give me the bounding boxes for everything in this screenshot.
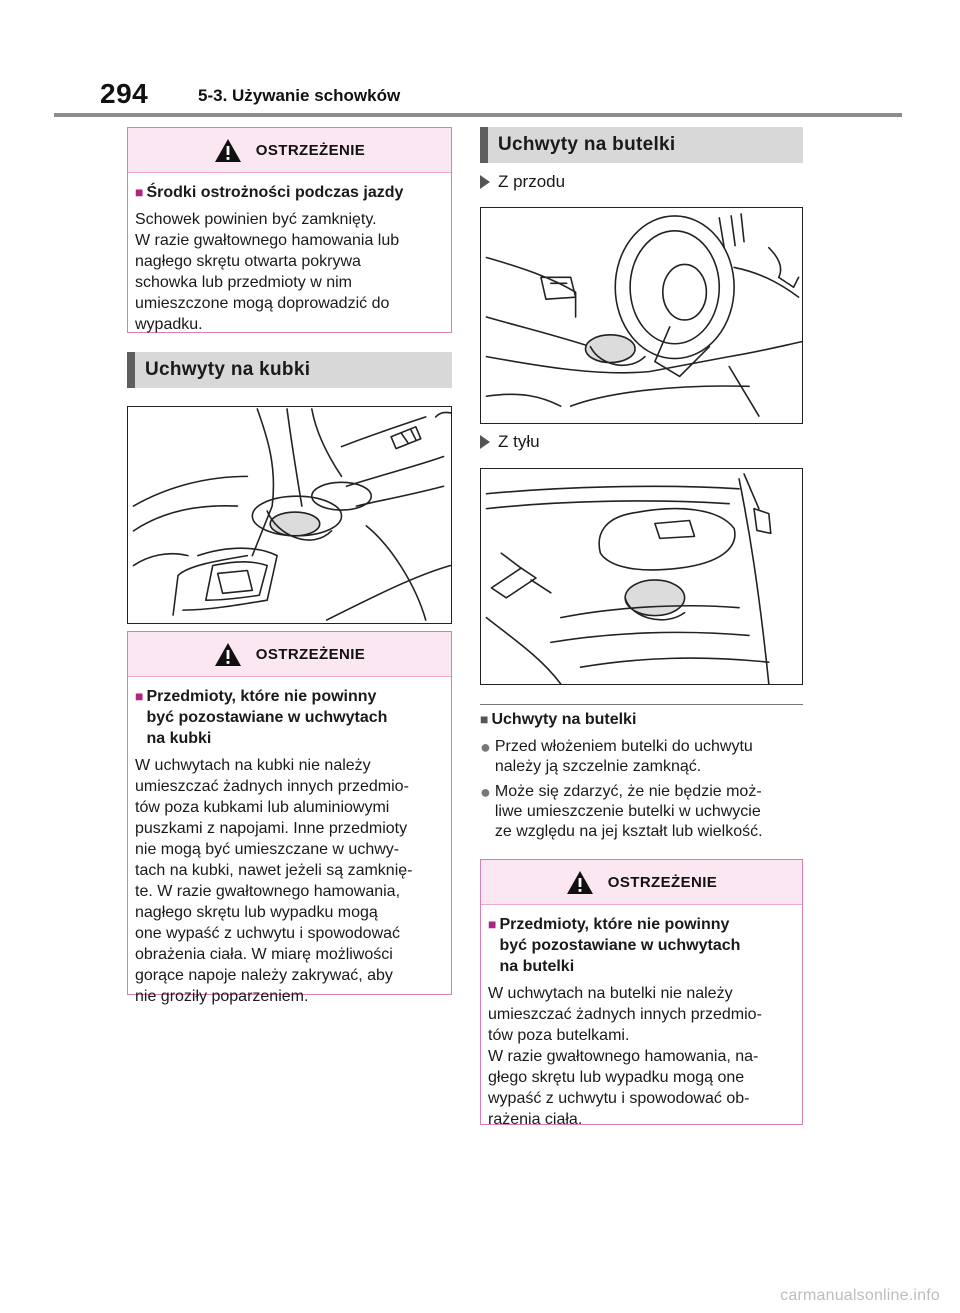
warning-title: OSTRZEŻENIE [255,645,366,663]
front-bottle-holder-illustration [480,207,803,424]
heading-bottle-holders: Uchwyty na butelki [480,127,803,163]
warning-triangle-icon [214,138,242,163]
heading-cup-holders: Uchwyty na kubki [127,352,452,388]
square-marker-icon: ■ [135,184,144,200]
info-divider [480,704,803,705]
warning-header [128,128,451,173]
square-marker-icon: ■ [488,916,497,932]
header-rule [54,113,902,117]
warning-triangle-icon [214,642,242,667]
warning-header [128,632,451,677]
warning-triangle-icon [566,870,594,895]
watermark: carmanualsonline.info [780,1287,940,1304]
list-item-text: Może się zdarzyć, że nie będzie moż- liwe umieszczenie butelki w uchwycie ze względu na jej kształt lub wielkość. [494,783,763,840]
warning-text: Schowek powinien być zamknięty. W razie gwałtownego hamowania lub nagłego skrętu otwarta pokrywa schowka lub przedmioty w nim umieszczone mogą doprowadzić do wypadku. [135,211,400,333]
warning-title: OSTRZEŻENIE [607,873,718,891]
warning-box-bottle-holders [480,859,803,1128]
warning-subtitle: Przedmioty, które nie powinny być pozostawiane w uchwytach na butelki [499,916,741,975]
rear-label: Z tyłu [498,432,540,451]
warning-subtitle: Środki ostrożności podczas jazdy [146,184,404,201]
warning-text: W uchwytach na kubki nie należy umieszczać żadnych innych przedmio- tów poza kubkami lub aluminiowymi puszkami z napojami. Inne przedmioty nie mogą być umieszczane w uchwy- tach na kubki, nawet jeżeli są zamknię- te. W razie gwałtownego hamowania, nagłego skrętu lub wypadku mogą one wypaść z uchwytu i spowodować obrażenia ciała. W miarę możliwości gorące napoje należy zakrywać, aby nie groziły poparzeniem. [135,757,413,1005]
section-title: 5-3. Używanie schowków [198,86,401,105]
list-item-text: Przed włożeniem butelki do uchwytu należy ją szczelnie zamknąć. [494,738,753,775]
front-label: Z przodu [498,172,566,191]
view-label-rear [480,432,540,452]
warning-title: OSTRZEŻENIE [255,141,366,159]
bullet-icon: ● [480,782,491,802]
rear-bottle-holder-illustration [480,468,803,685]
list-item [480,737,803,777]
warning-text: W uchwytach na butelki nie należy umieszczać żadnych innych przedmio- tów poza butelkami. W razie gwałtownego hamowania, na- głego skrętu lub wypadku mogą one wypaść z uchwytu i spowodować ob- rażenia ciała. [488,985,762,1128]
arrow-right-icon [480,175,490,189]
cup-holder-illustration [127,406,452,624]
bullet-icon: ● [480,737,491,757]
warning-subtitle: Przedmioty, które nie powinny być pozostawiane w uchwytach na kubki [146,688,388,747]
arrow-right-icon [480,435,490,449]
view-label-front [480,172,565,192]
page-number: 294 [100,78,149,109]
warning-header [481,860,802,905]
list-item [480,782,803,842]
info-title-text: Uchwyty na butelki [491,711,637,728]
warning-box-driving [127,127,452,333]
info-title [480,711,636,729]
square-marker-icon: ■ [135,688,144,704]
warning-box-cup-holders [127,631,452,1005]
square-marker-icon: ■ [480,711,489,727]
